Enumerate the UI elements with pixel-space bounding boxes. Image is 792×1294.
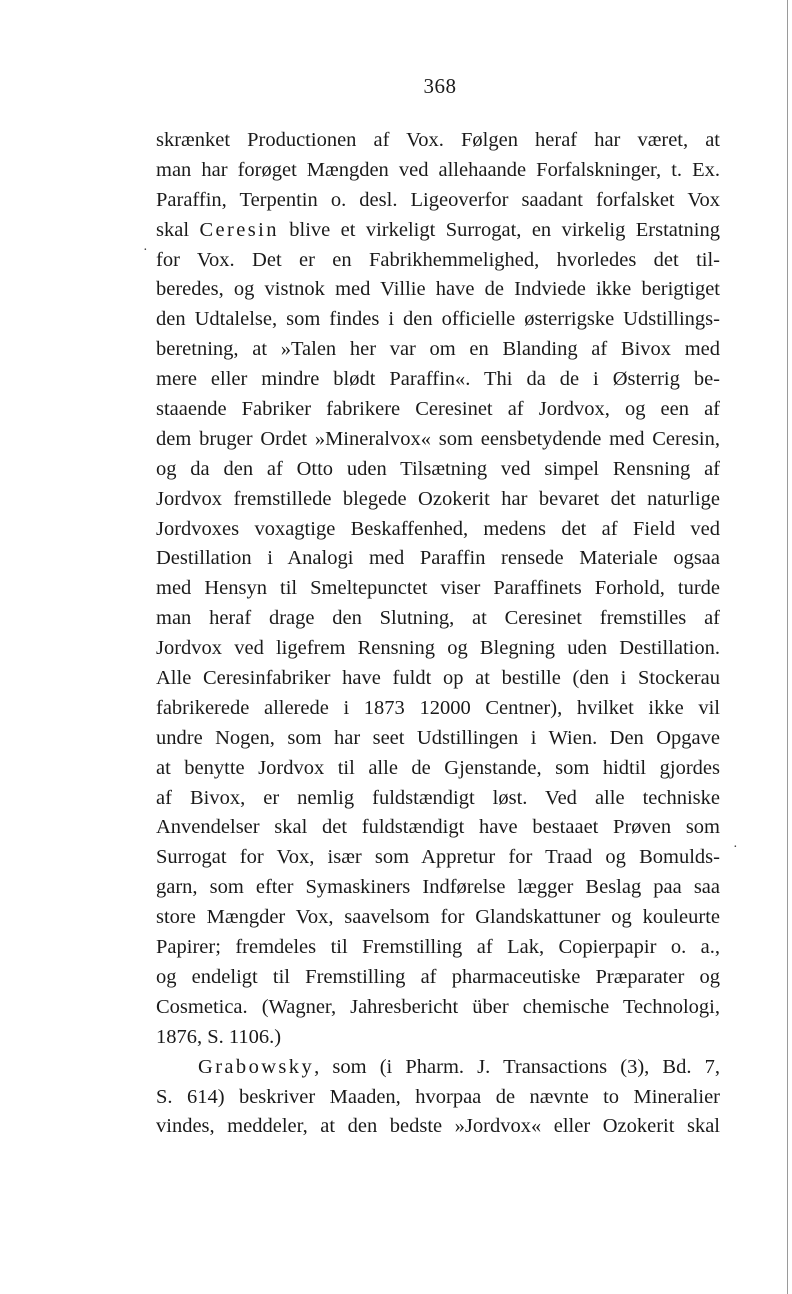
spaced-term-ceresin: Ceresin <box>199 218 279 241</box>
body-text <box>156 126 720 1142</box>
text-line: for Vox. Det er en Fabrikhemmelighed, hvorledes det til- <box>156 248 720 271</box>
text-line: garn, som efter Symaskiners Indførelse lægger Beslag paa saa <box>156 876 720 899</box>
text-line: undre Nogen, som har seet Udstillingen i Wien. Den Opgave <box>156 726 720 749</box>
text-line: Jordvox ved ligefrem Rensning og Blegning uden Destillation. <box>156 637 720 660</box>
text-line: med Hensyn til Smeltepunctet viser Paraffinets Forhold, turde <box>156 577 720 600</box>
text-line: Jordvoxes voxagtige Beskaffenhed, medens det af Field ved <box>156 517 720 540</box>
spaced-name-grabowsky: Grabowsky <box>198 1055 315 1078</box>
text-line: 1876, S. 1106.) <box>156 1025 282 1048</box>
text-line: Papirer; fremdeles til Fremstilling af Lak, Copierpapir o. a., <box>156 936 720 959</box>
paragraph-2 <box>156 1053 720 1143</box>
text-line: den Udtalelse, som findes i den officielle østerrigske Udstillings- <box>156 308 720 331</box>
text-line: Jordvox fremstillede blegede Ozokerit har bevaret det naturlige <box>156 487 720 510</box>
text-fragment: skal <box>156 218 200 241</box>
text-line-with-spaced-name <box>156 1053 720 1083</box>
text-line: Alle Ceresinfabriker have fuldt op at bestille (den i Stockerau <box>156 667 720 690</box>
text-line: man har forøget Mængden ved allehaande Forfalskninger, t. Ex. <box>156 158 720 181</box>
text-line: Paraffin, Terpentin o. desl. Ligeoverfor saadant forfalsket Vox <box>156 188 720 211</box>
text-line: Cosmetica. (Wagner, Jahresbericht über chemische Technologi, <box>156 995 720 1018</box>
text-line: fabrikerede allerede i 1873 12000 Centner), hvilket ikke vil <box>156 696 720 719</box>
text-line: S. 614) beskriver Maaden, hvorpaa de nævnte to Mineralier <box>156 1085 720 1108</box>
text-line: og endeligt til Fremstilling af pharmaceutiske Præparater og <box>156 965 720 988</box>
margin-dot-mark: · <box>143 243 148 258</box>
text-line: dem bruger Ordet »Mineralvox« som eensbetydende med Ceresin, <box>156 427 720 450</box>
text-line: Anvendelser skal det fuldstændigt have bestaaet Prøven som <box>156 816 720 839</box>
margin-dot-mark: · <box>733 840 738 855</box>
text-line: staaende Fabriker fabrikere Ceresinet af Jordvox, og een af <box>156 398 720 421</box>
text-line: store Mængder Vox, saavelsom for Glandskattuner og kouleurte <box>156 906 720 929</box>
text-line: beretning, at »Talen her var om en Blanding af Bivox med <box>156 338 720 361</box>
text-fragment: , som (i Pharm. J. Transactions (3), Bd. 7, <box>314 1055 720 1078</box>
text-line: Surrogat for Vox, især som Appretur for Traad og Bomulds- <box>156 846 720 869</box>
paragraph-1 <box>156 126 720 1053</box>
page-edge-line <box>787 0 788 1294</box>
text-line: mere eller mindre blødt Paraffin«. Thi da de i Østerrig be- <box>156 368 720 391</box>
text-line-with-spaced-word <box>156 216 720 246</box>
text-line: vindes, meddeler, at den bedste »Jordvox« eller Ozokerit skal <box>156 1115 720 1138</box>
text-line: beredes, og vistnok med Villie have de Indviede ikke berigtiget <box>156 278 720 301</box>
text-line: skrænket Productionen af Vox. Følgen heraf har været, at <box>156 129 720 151</box>
page-number: 368 <box>423 74 457 98</box>
text-line: og da den af Otto uden Tilsætning ved simpel Rensning af <box>156 457 720 480</box>
text-line: af Bivox, er nemlig fuldstændigt løst. Ved alle techniske <box>156 786 720 809</box>
text-line: Destillation i Analogi med Paraffin rensede Materiale ogsaa <box>156 547 720 570</box>
text-line: man heraf drage den Slutning, at Ceresinet fremstilles af <box>156 607 720 630</box>
text-line: at benytte Jordvox til alle de Gjenstande, som hidtil gjordes <box>156 756 720 779</box>
text-fragment: blive et virkeligt Surrogat, en virkelig Erstatning <box>278 218 721 241</box>
